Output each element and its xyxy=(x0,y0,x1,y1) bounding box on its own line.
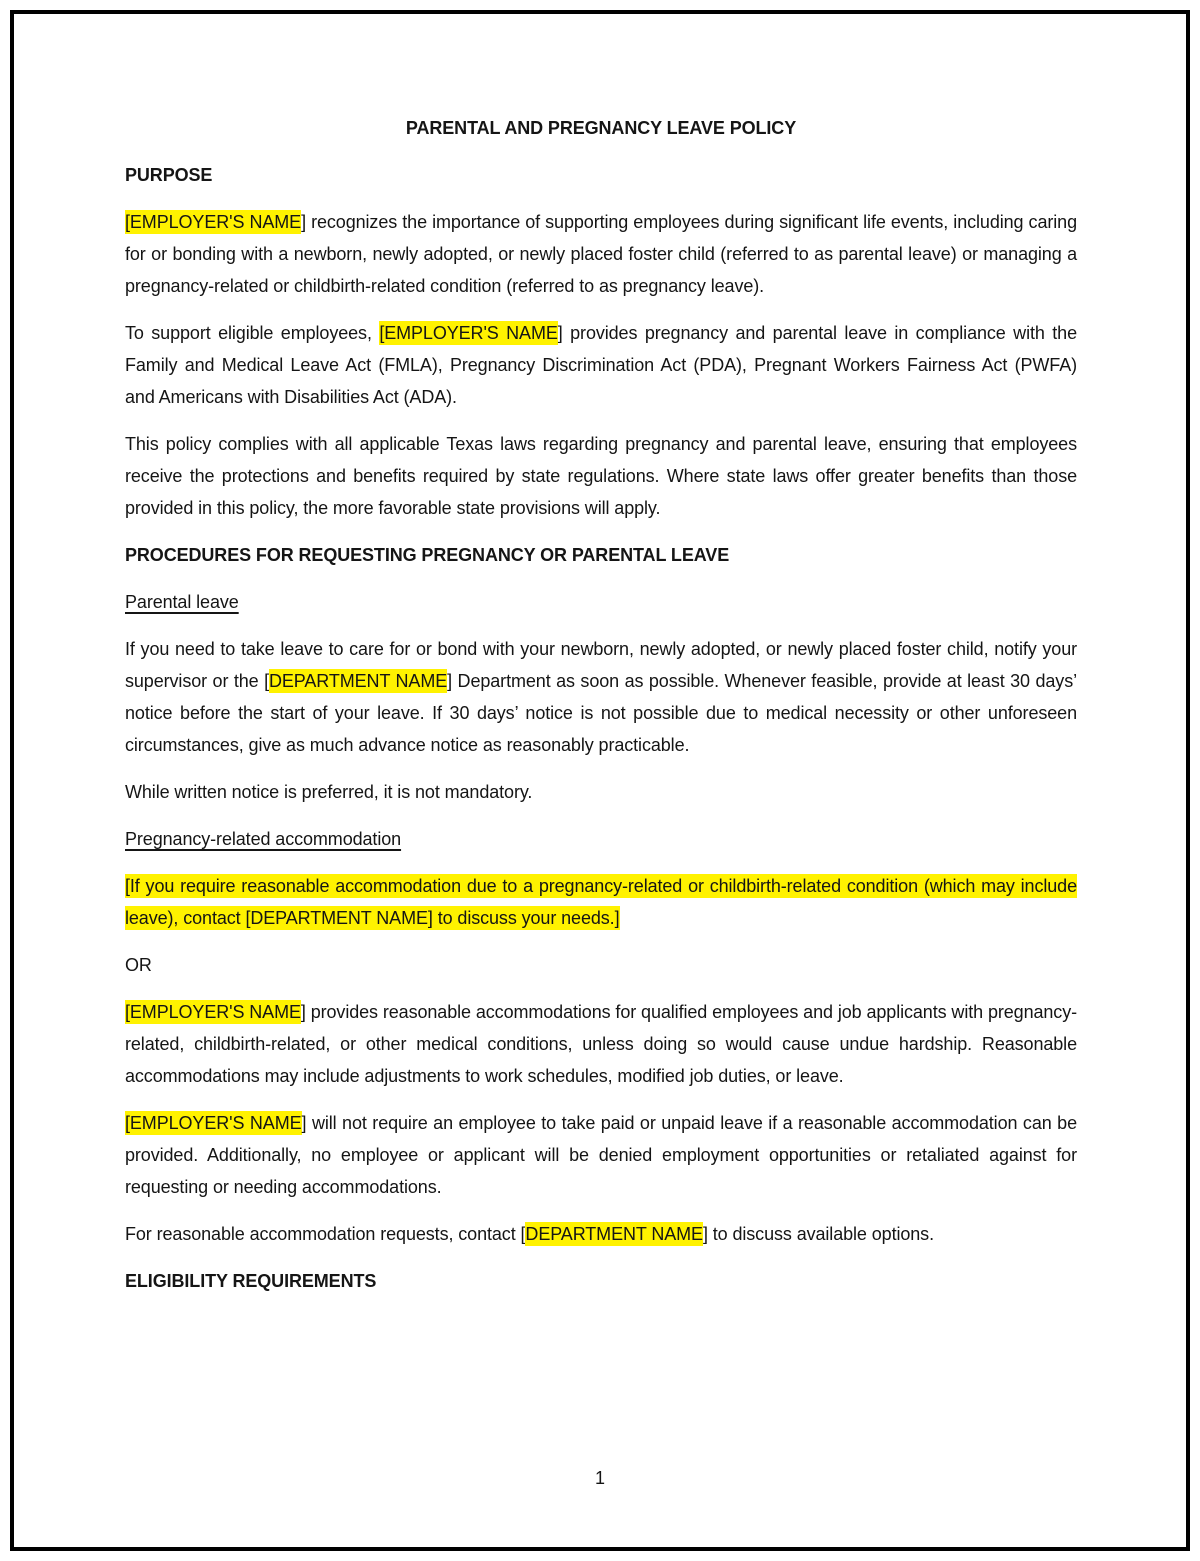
paragraph-accommodation-option-2 xyxy=(125,996,1077,1092)
text-run: While written notice is preferred, it is not mandatory. xyxy=(125,782,533,802)
paragraph-written-notice xyxy=(125,776,1077,808)
subheading-pregnancy-accommodation xyxy=(125,823,1077,855)
text-run: To support eligible employees, xyxy=(125,323,380,343)
section-heading-procedures xyxy=(125,539,1077,571)
text-run: ] provides reasonable accommodations for qualified employees and job applicants with pregnancy-related, childbirth-related, or other medical conditions, unless doing so would cause undue hardship. Reasonable accommodations may include adjustments to work schedules, modified job duties, or leave. xyxy=(125,1002,1078,1086)
paragraph-purpose-3 xyxy=(125,428,1077,524)
highlighted-placeholder: DEPARTMENT NAME xyxy=(525,1224,703,1244)
subheading-parental-leave xyxy=(125,586,1077,618)
document-body xyxy=(125,112,1077,1312)
paragraph-or xyxy=(125,949,1077,981)
text-run: For reasonable accommodation requests, contact [ xyxy=(125,1224,526,1244)
section-heading-purpose xyxy=(125,159,1077,191)
text-run: If you need to take leave to care for or bond with your newborn, newly adopted, or newly placed foster child, notify your supervisor or the [ xyxy=(125,639,1077,691)
text-run: ] to discuss available options. xyxy=(702,1224,934,1244)
text-run: OR xyxy=(125,955,152,975)
text-run: PURPOSE xyxy=(125,165,213,185)
paragraph-parental-leave xyxy=(125,633,1077,761)
paragraph-no-forced-leave xyxy=(125,1107,1077,1203)
highlighted-placeholder: [EMPLOYER'S NAME xyxy=(125,1002,301,1022)
paragraph-purpose-1 xyxy=(125,206,1077,302)
highlighted-placeholder: [If you require reasonable accommodation due to a pregnancy-related or childbirth-related condition (which may include leave), contact [DEPARTMENT NAME] to discuss your needs.] xyxy=(125,876,1077,928)
paragraph-accommodation-option-1 xyxy=(125,870,1077,934)
paragraph-accommodation-requests xyxy=(125,1218,1077,1250)
text-run: ] provides pregnancy and parental leave in compliance with the Family and Medical Leave Act (FMLA), Pregnancy Discrimination Act (PDA), Pregnant Workers Fairness Act (PWFA) and Americans with Disabilities Act (ADA). xyxy=(125,323,1077,407)
text-run: ] Department as soon as possible. Whenever feasible, provide at least 30 days’ notice before the start of your leave. If 30 days’ notice is not possible due to medical necessity or other unforeseen circumstances, give as much advance notice as reasonably practicable. xyxy=(125,671,1077,755)
text-run: ELIGIBILITY REQUIREMENTS xyxy=(125,1271,377,1291)
section-heading-eligibility xyxy=(125,1265,1077,1297)
text-run: ] will not require an employee to take paid or unpaid leave if a reasonable accommodation can be provided. Additionally, no employee or applicant will be denied employment opportunities or retaliated against for requesting or needing accommodations. xyxy=(125,1113,1077,1197)
page-number: 1 xyxy=(594,1468,605,1488)
text-run: Pregnancy-related accommodation xyxy=(125,829,402,849)
highlighted-placeholder: [EMPLOYER'S NAME xyxy=(125,212,302,232)
text-run: ] recognizes the importance of supporting employees during significant life events, including caring for or bonding with a newborn, newly adopted, or newly placed foster child (referred to as parental leave) or managing a pregnancy-related or childbirth-related condition (referred to as pregnancy leave). xyxy=(125,212,1077,296)
text-run: PROCEDURES FOR REQUESTING PREGNANCY OR PARENTAL LEAVE xyxy=(125,545,730,565)
text-run: Parental leave xyxy=(125,592,239,612)
paragraph-purpose-2 xyxy=(125,317,1077,413)
text-run: PARENTAL AND PREGNANCY LEAVE POLICY xyxy=(405,118,797,138)
highlighted-placeholder: DEPARTMENT NAME xyxy=(269,671,448,691)
document-title xyxy=(125,112,1077,144)
highlighted-placeholder: [EMPLOYER'S NAME xyxy=(379,323,558,343)
text-run: This policy complies with all applicable Texas laws regarding pregnancy and parental leave, ensuring that employees receive the protections and benefits required by state regulations. Where state laws offer greater benefits than those provided in this policy, the more favorable state provisions will apply. xyxy=(125,434,1077,518)
highlighted-placeholder: [EMPLOYER'S NAME xyxy=(125,1113,302,1133)
